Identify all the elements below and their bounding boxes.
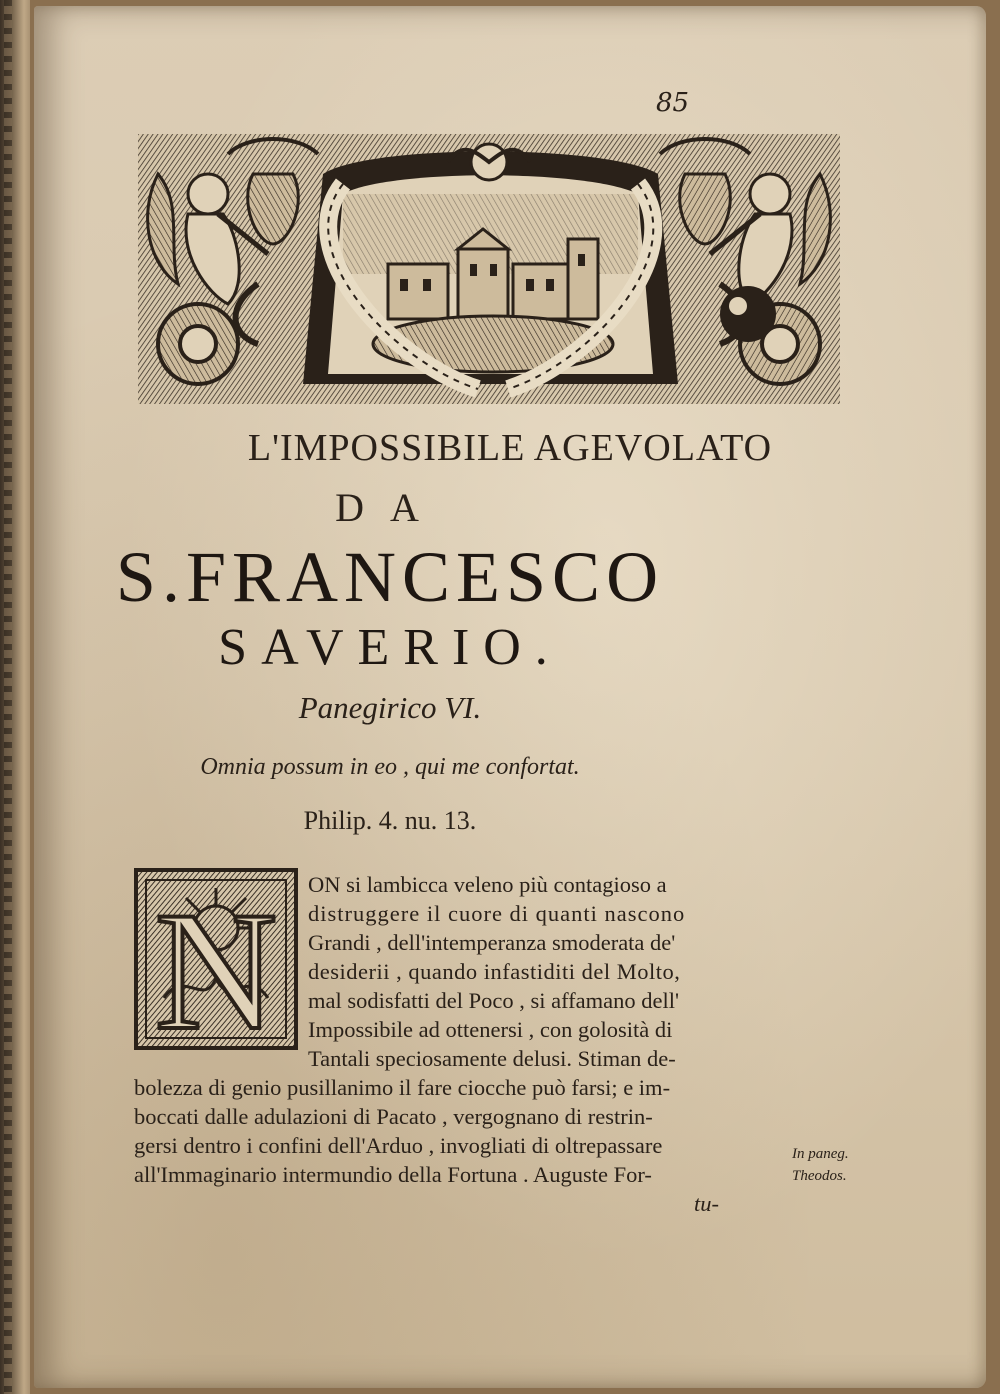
body-line: boccati dalle adulazioni di Pacato , vergognano di restrin- xyxy=(134,1104,653,1129)
body-line: Tantali speciosamente delusi. Stiman de- xyxy=(308,1046,676,1071)
body-line: Impossibile ad ottenersi , con golosità di xyxy=(308,1017,673,1042)
margin-note-line-1: In paneg. xyxy=(792,1146,849,1162)
body-line: ON si lambicca veleno più contagioso a xyxy=(308,872,667,897)
body-line: Grandi , dell'intemperanza smoderata de' xyxy=(308,930,676,955)
body-line: desiderii , quando infastiditi del Molto, xyxy=(308,959,681,984)
woodcut-headpiece-ornament xyxy=(138,134,840,404)
page-number: 85 xyxy=(656,88,690,118)
title-line-3: S.FRANCESCO xyxy=(115,537,665,617)
body-line: gersi dentro i confini dell'Arduo , invogliati di oltrepassare xyxy=(134,1133,663,1158)
subtitle: Panegirico VI. xyxy=(298,690,482,725)
title-line-1: L'IMPOSSIBILE AGEVOLATO xyxy=(247,427,773,469)
drop-cap-letter: N xyxy=(154,877,278,1050)
catchword: tu- xyxy=(694,1191,719,1216)
title-line-2: DA xyxy=(335,485,445,530)
title-line-4: SAVERIO. xyxy=(218,619,562,676)
body-line: distruggere il cuore di quanti nascono xyxy=(308,901,686,926)
body-line: all'Immaginario intermundio della Fortuna . Auguste For- xyxy=(134,1162,652,1187)
epigraph: Omnia possum in eo , qui me confortat. xyxy=(200,754,580,780)
margin-note-line-2: Theodos. xyxy=(792,1168,847,1184)
drop-cap-ornament xyxy=(134,868,298,1050)
body-line: bolezza di genio pusillanimo il fare ciocche può farsi; e im- xyxy=(134,1075,671,1100)
book-page xyxy=(34,6,986,1388)
citation: Philip. 4. nu. 13. xyxy=(303,806,477,835)
body-line: mal sodisfatti del Poco , si affamano dell' xyxy=(308,988,680,1013)
